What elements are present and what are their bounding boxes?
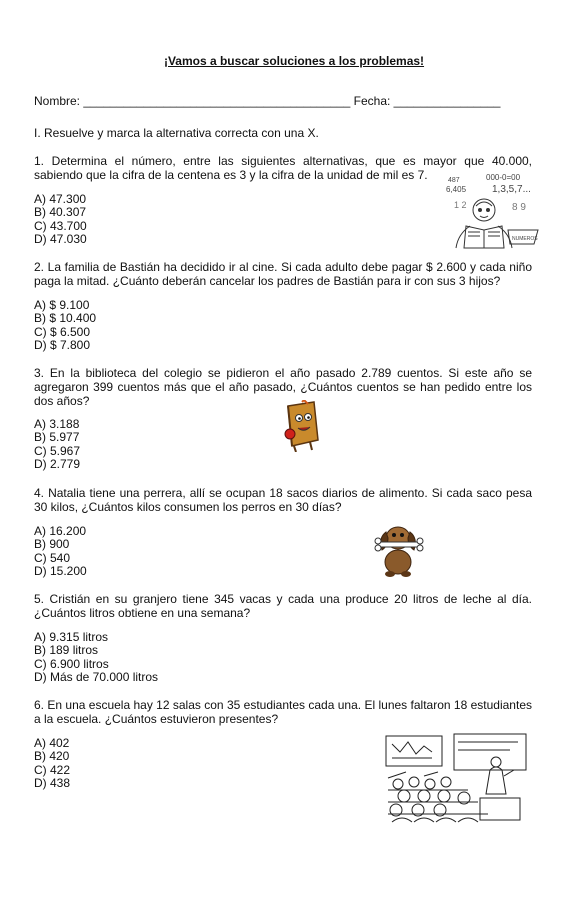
option-d: D) $ 7.800 <box>34 337 91 352</box>
option-d: D) 15.200 <box>34 563 87 578</box>
option-c: C) $ 6.500 <box>34 324 91 339</box>
classroom-scene-icon <box>384 732 530 826</box>
question-5-options <box>34 631 158 684</box>
question-1-text: 1. Determina el número, entre las siguientes alternativas, que es mayor que 40.000, sabiendo que la cifra de la centena es 3 y la cifra de la unidad de mil es 7. <box>34 154 532 182</box>
option-b: B) 40.307 <box>34 205 87 220</box>
svg-text:1,3,5,7...: 1,3,5,7... <box>492 184 531 195</box>
option-b: B) 900 <box>34 537 70 552</box>
option-a: A) 16.200 <box>34 524 87 538</box>
option-b: B) $ 10.400 <box>34 311 97 326</box>
svg-text:NUMEROS: NUMEROS <box>512 236 538 242</box>
option-a: A) 402 <box>34 736 70 750</box>
dog-with-bone-icon <box>372 518 430 578</box>
option-a: A) 3.188 <box>34 417 80 431</box>
instructions: I. Resuelve y marca la alternativa correcta con una X. <box>34 126 319 140</box>
book-character-icon <box>282 400 324 452</box>
name-date-line: Nombre: ________________________________________ Fecha: ________________ <box>34 94 501 108</box>
option-a: A) 47.300 <box>34 192 87 206</box>
question-1-options <box>34 193 87 246</box>
option-c: C) 540 <box>34 550 71 565</box>
svg-text:487: 487 <box>448 177 460 184</box>
question-6-text: 6. En una escuela hay 12 salas con 35 estudiantes cada una. El lunes faltaron 18 estudiantes a la escuela. ¿Cuántos estuvieron presentes? <box>34 698 532 726</box>
svg-text:6,405: 6,405 <box>446 185 467 194</box>
svg-text:000-0=00: 000-0=00 <box>486 173 521 182</box>
option-a: A) $ 9.100 <box>34 298 90 312</box>
svg-text:1 2: 1 2 <box>454 200 467 210</box>
question-2-text: 2. La familia de Bastián ha decidido ir al cine. Si cada adulto debe pagar $ 2.600 y cada niño paga la mitad. ¿Cuánto deberán cancelar los padres de Bastián para ir con sus 3 hijos? <box>34 260 532 288</box>
question-2-options <box>34 299 96 352</box>
option-c: C) 422 <box>34 762 71 777</box>
option-d: D) 438 <box>34 775 71 790</box>
svg-text:8 9: 8 9 <box>512 202 526 213</box>
option-d: D) 47.030 <box>34 231 87 246</box>
question-6-options <box>34 737 70 790</box>
option-b: B) 189 litros <box>34 643 99 658</box>
question-4-options <box>34 525 87 578</box>
option-c: C) 43.700 <box>34 218 87 233</box>
option-b: B) 420 <box>34 749 70 764</box>
question-3-options <box>34 418 80 471</box>
option-b: B) 5.977 <box>34 430 80 445</box>
question-3-text: 3. En la biblioteca del colegio se pidieron el año pasado 2.789 cuentos. Si este año se agregaron 399 cuentos más que el año pasado, ¿Cuántos cuentos se han pedido entre los dos años? <box>34 366 532 408</box>
question-4-text: 4. Natalia tiene una perrera, allí se ocupan 18 sacos diarios de alimento. Si cada saco pesa 30 kilos, ¿Cuántos kilos consumen los perros en 30 días? <box>34 486 532 514</box>
option-a: A) 9.315 litros <box>34 630 109 644</box>
worksheet-title: ¡Vamos a buscar soluciones a los problemas! <box>163 54 425 68</box>
option-c: C) 6.900 litros <box>34 656 109 671</box>
option-d: D) Más de 70.000 litros <box>34 669 159 684</box>
question-5-text: 5. Cristián en su granjero tiene 345 vacas y cada una produce 20 litros de leche al día. ¿Cuántos litros obtiene en una semana? <box>34 592 532 620</box>
option-d: D) 2.779 <box>34 456 81 471</box>
child-reading-numbers-icon <box>446 170 546 250</box>
option-c: C) 5.967 <box>34 443 81 458</box>
